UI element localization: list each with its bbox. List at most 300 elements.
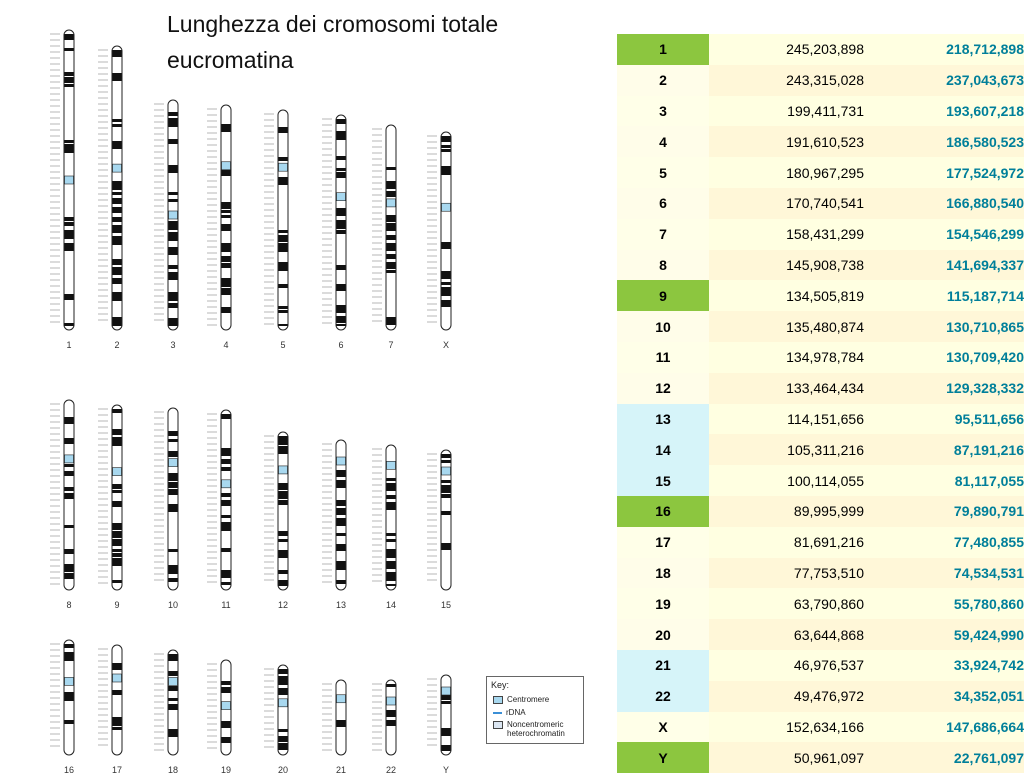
total-length-cell: 245,203,898 bbox=[709, 34, 864, 65]
chromosome-label: 14 bbox=[385, 600, 397, 610]
chromosome-band bbox=[279, 743, 288, 750]
chromosome-label: 13 bbox=[335, 600, 347, 610]
euchromatin-length-cell: 87,191,216 bbox=[864, 434, 1024, 465]
chromosome-band bbox=[279, 550, 288, 558]
table-row bbox=[617, 742, 1024, 773]
chromosome-name-cell: 3 bbox=[617, 96, 709, 127]
chromosome-band bbox=[113, 501, 122, 507]
chromosome-band bbox=[169, 654, 178, 661]
chromosome-band bbox=[387, 254, 396, 259]
euchromatin-length-cell: 154,546,299 bbox=[864, 219, 1024, 250]
chromosome-band bbox=[169, 221, 178, 230]
chromosome-band bbox=[222, 448, 231, 456]
centromere-mark bbox=[169, 678, 178, 686]
chromosome-band bbox=[279, 446, 288, 454]
total-length-cell: 77,753,510 bbox=[709, 558, 864, 589]
chromosome-band bbox=[169, 565, 178, 574]
chromosome-band bbox=[113, 292, 122, 301]
chromosome-band bbox=[222, 224, 231, 231]
chromosome-band bbox=[222, 263, 231, 268]
chromosome-band bbox=[113, 267, 122, 275]
total-length-cell: 89,995,999 bbox=[709, 496, 864, 527]
chromosome-band bbox=[337, 284, 346, 291]
chromosome-band bbox=[337, 470, 346, 477]
chromosome-band bbox=[169, 139, 178, 144]
chromosome-band bbox=[279, 324, 288, 326]
table-row bbox=[617, 681, 1024, 712]
chromosome-name-cell: 22 bbox=[617, 681, 709, 712]
chromosome-band bbox=[442, 282, 451, 285]
chromosome-band bbox=[279, 284, 288, 288]
chromosome-name-cell: 9 bbox=[617, 280, 709, 311]
chromosome-label: 20 bbox=[277, 765, 289, 773]
chromosome-band bbox=[222, 467, 231, 471]
chromosome-label: 7 bbox=[388, 340, 394, 350]
chromosome-band bbox=[222, 202, 231, 209]
chromosome-name-cell: 14 bbox=[617, 434, 709, 465]
table-row bbox=[617, 96, 1024, 127]
chromosome-band bbox=[337, 156, 346, 160]
chromosome-label: 2 bbox=[114, 340, 120, 350]
table-row bbox=[617, 373, 1024, 404]
chromosome-band bbox=[169, 272, 178, 280]
chromosome-band bbox=[169, 318, 178, 326]
chromosome-band bbox=[279, 676, 288, 685]
chromosome-name-cell: 17 bbox=[617, 527, 709, 558]
chromosome-band bbox=[387, 710, 396, 717]
legend-box bbox=[486, 676, 584, 744]
chromosome-body bbox=[168, 650, 178, 755]
table-row bbox=[617, 527, 1024, 558]
chromosome-band bbox=[65, 564, 74, 572]
chromosome-band bbox=[279, 729, 288, 732]
centromere-mark bbox=[169, 459, 178, 467]
centromere-swatch-icon bbox=[493, 696, 503, 704]
chromosome-band bbox=[337, 131, 346, 140]
chromosome-band bbox=[279, 669, 288, 674]
euchromatin-length-cell: 130,710,865 bbox=[864, 311, 1024, 342]
total-length-cell: 180,967,295 bbox=[709, 157, 864, 188]
chromosome-band bbox=[442, 485, 451, 493]
chromosome-band bbox=[337, 119, 346, 124]
chromosome-name-cell: 4 bbox=[617, 126, 709, 157]
total-length-cell: 63,790,860 bbox=[709, 588, 864, 619]
chromosome-band bbox=[113, 192, 122, 195]
chromosome-band bbox=[337, 720, 346, 727]
chromosome-band bbox=[442, 136, 451, 142]
centromere-mark bbox=[442, 203, 451, 211]
chromosome-band bbox=[279, 127, 288, 133]
table-row bbox=[617, 311, 1024, 342]
chromosome-band bbox=[113, 50, 122, 57]
legend-item-rdna bbox=[493, 708, 526, 717]
chromosome-band bbox=[113, 429, 122, 435]
chromosome-band bbox=[279, 177, 288, 185]
chromosome-band bbox=[387, 262, 396, 269]
chromosome-band bbox=[113, 141, 122, 149]
chromosome-label: Y bbox=[442, 765, 450, 773]
chromosome-band bbox=[222, 124, 231, 132]
chromosome-band bbox=[279, 436, 288, 445]
euchromatin-length-cell: 34,352,051 bbox=[864, 681, 1024, 712]
total-length-cell: 170,740,541 bbox=[709, 188, 864, 219]
chromosome-band bbox=[113, 409, 122, 413]
chromosome-label: X bbox=[442, 340, 450, 350]
chromosome-name-cell: 10 bbox=[617, 311, 709, 342]
euchromatin-length-cell: 74,534,531 bbox=[864, 558, 1024, 589]
chromosome-band bbox=[65, 34, 74, 40]
ideogram-svg bbox=[28, 20, 588, 773]
euchromatin-length-cell: 147,686,664 bbox=[864, 712, 1024, 743]
euchromatin-length-cell: 237,043,673 bbox=[864, 65, 1024, 96]
centromere-mark bbox=[65, 677, 74, 685]
chromosome-band bbox=[113, 259, 122, 265]
chromosome-name-cell: 7 bbox=[617, 219, 709, 250]
total-length-cell: 100,114,055 bbox=[709, 465, 864, 496]
chromosome-band bbox=[222, 256, 231, 262]
chromosome-band bbox=[279, 262, 288, 271]
chromosome-band bbox=[169, 118, 178, 127]
chromosome-label: 19 bbox=[220, 765, 232, 773]
total-length-cell: 135,480,874 bbox=[709, 311, 864, 342]
chromosome-band bbox=[65, 487, 74, 491]
chromosome-band bbox=[222, 515, 231, 518]
chromosome-band bbox=[169, 439, 178, 442]
chromosome-band bbox=[169, 247, 178, 255]
chromosome-label: 22 bbox=[385, 765, 397, 773]
chromosome-band bbox=[279, 539, 288, 542]
chromosome-band bbox=[169, 112, 178, 116]
chromosome-band bbox=[442, 511, 451, 515]
chromosome-band bbox=[65, 493, 74, 499]
chromosome-band bbox=[65, 573, 74, 579]
chromosome-band bbox=[442, 543, 451, 550]
chromosome-band bbox=[387, 584, 396, 586]
chromosome-band bbox=[279, 531, 288, 536]
euchromatin-length-cell: 79,890,791 bbox=[864, 496, 1024, 527]
chromosome-name-cell: 11 bbox=[617, 342, 709, 373]
chromosome-band bbox=[442, 242, 451, 249]
chromosome-band bbox=[279, 157, 288, 161]
chromosome-label: 16 bbox=[63, 765, 75, 773]
total-length-cell: 50,961,097 bbox=[709, 742, 864, 773]
chromosome-band bbox=[65, 230, 74, 239]
chromosome-band bbox=[113, 484, 122, 489]
chromosome-band bbox=[65, 652, 74, 661]
chromosome-band bbox=[65, 243, 74, 251]
chromosome-name-cell: 5 bbox=[617, 157, 709, 188]
chromosome-label: 5 bbox=[280, 340, 286, 350]
chromosome-band bbox=[387, 561, 396, 569]
chromosome-band bbox=[169, 165, 178, 173]
chromosome-band bbox=[442, 454, 451, 458]
chromosome-band bbox=[65, 84, 74, 87]
table-row bbox=[617, 619, 1024, 650]
chromosome-band bbox=[222, 307, 231, 313]
chromosome-band bbox=[113, 236, 122, 245]
legend-label-rdna: rDNA bbox=[506, 708, 526, 717]
chromosome-body bbox=[278, 432, 288, 590]
chromosome-band bbox=[222, 210, 231, 213]
chromosome-band bbox=[65, 48, 74, 51]
chromosome-band bbox=[222, 288, 231, 295]
chromosome-band bbox=[113, 181, 122, 190]
legend-item-heterochromatin bbox=[493, 720, 581, 738]
chromosome-band bbox=[387, 181, 396, 189]
centromere-mark bbox=[337, 457, 346, 465]
chromosome-band bbox=[279, 310, 288, 313]
chromosome-band bbox=[169, 729, 178, 737]
chromosome-band bbox=[65, 438, 74, 444]
chromosome-band bbox=[387, 549, 396, 558]
chromosome-name-cell: 21 bbox=[617, 650, 709, 681]
centromere-mark bbox=[387, 697, 396, 705]
chromosome-band bbox=[169, 303, 178, 308]
chromosome-band bbox=[387, 539, 396, 542]
table-row bbox=[617, 496, 1024, 527]
total-length-cell: 63,644,868 bbox=[709, 619, 864, 650]
chromosome-band bbox=[169, 489, 178, 495]
chromosome-band bbox=[442, 271, 451, 279]
centromere-mark bbox=[279, 163, 288, 171]
chromosome-band bbox=[113, 207, 122, 213]
centromere-mark bbox=[279, 699, 288, 707]
chromosome-band bbox=[222, 493, 231, 497]
chromosome-band bbox=[169, 549, 178, 552]
chromosome-band bbox=[387, 502, 396, 510]
chromosome-band bbox=[337, 580, 346, 584]
centromere-mark bbox=[387, 199, 396, 207]
chromosome-band bbox=[442, 494, 451, 498]
chromosome-label: 3 bbox=[170, 340, 176, 350]
table-row bbox=[617, 650, 1024, 681]
chromosome-label: 8 bbox=[66, 600, 72, 610]
chromosome-band bbox=[113, 124, 122, 127]
centromere-mark bbox=[222, 480, 231, 488]
chromosome-name-cell: 2 bbox=[617, 65, 709, 96]
centromere-mark bbox=[169, 211, 178, 219]
table-row bbox=[617, 404, 1024, 435]
total-length-cell: 105,311,216 bbox=[709, 434, 864, 465]
chromosome-band bbox=[113, 119, 122, 122]
table-row bbox=[617, 465, 1024, 496]
chromosome-body bbox=[112, 645, 122, 755]
chromosome-label: 9 bbox=[114, 600, 120, 610]
chromosome-band bbox=[279, 500, 288, 505]
chromosome-band bbox=[337, 508, 346, 515]
chromosome-name-cell: X bbox=[617, 712, 709, 743]
centromere-mark bbox=[113, 164, 122, 172]
centromere-mark bbox=[65, 176, 74, 184]
chromosome-band bbox=[113, 278, 122, 284]
chromosome-band bbox=[113, 198, 122, 204]
chromosome-band bbox=[65, 720, 74, 724]
chromosome-band bbox=[113, 690, 122, 695]
chromosome-band bbox=[65, 471, 74, 476]
chromosome-name-cell: 20 bbox=[617, 619, 709, 650]
chromosome-band bbox=[169, 578, 178, 582]
chromosome-band bbox=[65, 77, 74, 83]
chromosome-band bbox=[279, 306, 288, 309]
total-length-cell: 134,978,784 bbox=[709, 342, 864, 373]
chromosome-label: 6 bbox=[338, 340, 344, 350]
chromosome-band bbox=[442, 145, 451, 148]
title-line-2: eucromatina bbox=[167, 47, 294, 73]
total-length-cell: 199,411,731 bbox=[709, 96, 864, 127]
total-length-cell: 49,476,972 bbox=[709, 681, 864, 712]
total-length-cell: 133,464,434 bbox=[709, 373, 864, 404]
chromosome-ideogram bbox=[28, 20, 588, 773]
chromosome-band bbox=[65, 525, 74, 528]
chromosome-name-cell: 15 bbox=[617, 465, 709, 496]
chromosome-name-cell: 19 bbox=[617, 588, 709, 619]
centromere-mark bbox=[442, 467, 451, 475]
chromosome-band bbox=[387, 572, 396, 581]
chromosome-band bbox=[279, 230, 288, 233]
chromosome-band bbox=[387, 317, 396, 325]
chromosome-band bbox=[222, 500, 231, 506]
chromosome-band bbox=[222, 548, 231, 552]
centromere-mark bbox=[113, 674, 122, 682]
chromosome-band bbox=[65, 217, 74, 221]
chromosome-band bbox=[387, 243, 396, 251]
chromosome-band bbox=[113, 539, 122, 546]
chromosome-band bbox=[222, 414, 231, 419]
chromosome-band bbox=[337, 230, 346, 234]
table-row bbox=[617, 188, 1024, 219]
table-row bbox=[617, 65, 1024, 96]
centromere-mark bbox=[387, 461, 396, 469]
euchromatin-length-cell: 130,709,420 bbox=[864, 342, 1024, 373]
chromosome-name-cell: 1 bbox=[617, 34, 709, 65]
title-line-1: Lunghezza dei cromosomi totale bbox=[167, 11, 499, 37]
chromosome-band bbox=[169, 192, 178, 195]
chromosome-band bbox=[113, 717, 122, 726]
total-length-cell: 46,976,537 bbox=[709, 650, 864, 681]
total-length-cell: 191,610,523 bbox=[709, 126, 864, 157]
chromosome-band bbox=[442, 149, 451, 152]
euchromatin-length-cell: 186,580,523 bbox=[864, 126, 1024, 157]
chromosome-band bbox=[169, 199, 178, 202]
chromosome-band bbox=[337, 172, 346, 178]
chromosome-band bbox=[169, 482, 178, 488]
table-row bbox=[617, 434, 1024, 465]
euchromatin-length-cell: 115,187,714 bbox=[864, 280, 1024, 311]
chromosome-band bbox=[113, 549, 122, 552]
chromosome-band bbox=[65, 294, 74, 300]
table-row bbox=[617, 588, 1024, 619]
chromosome-band bbox=[279, 243, 288, 252]
chromosome-band bbox=[222, 243, 231, 252]
chromosome-body bbox=[386, 680, 396, 755]
chromosome-band bbox=[222, 169, 231, 176]
chromosome-band bbox=[169, 292, 178, 301]
centromere-mark bbox=[113, 468, 122, 476]
chromosome-band bbox=[169, 671, 178, 676]
table-row bbox=[617, 712, 1024, 743]
chromosome-band bbox=[222, 459, 231, 464]
total-length-cell: 81,691,216 bbox=[709, 527, 864, 558]
centromere-mark bbox=[337, 193, 346, 201]
chromosome-band bbox=[65, 464, 74, 467]
chromosome-band bbox=[113, 531, 122, 538]
chromosome-band bbox=[387, 167, 396, 170]
chromosome-band bbox=[337, 500, 346, 506]
chromosome-band bbox=[169, 504, 178, 512]
chromosome-band bbox=[337, 533, 346, 536]
chromosome-band bbox=[65, 417, 74, 424]
chromosome-band bbox=[169, 265, 178, 269]
chromosome-band bbox=[113, 217, 122, 222]
table-row bbox=[617, 34, 1024, 65]
centromere-mark bbox=[65, 455, 74, 463]
chromosome-name-cell: 13 bbox=[617, 404, 709, 435]
centromere-mark bbox=[222, 702, 231, 710]
chromosome-band bbox=[113, 225, 122, 233]
chromosome-band bbox=[387, 495, 396, 499]
chromosome-band bbox=[222, 582, 231, 585]
total-length-cell: 134,505,819 bbox=[709, 280, 864, 311]
table-row bbox=[617, 280, 1024, 311]
euchromatin-length-cell: 77,480,855 bbox=[864, 527, 1024, 558]
chromosome-label: 12 bbox=[277, 600, 289, 610]
chromosome-band bbox=[279, 491, 288, 499]
chromosome-label: 18 bbox=[167, 765, 179, 773]
chromosome-band bbox=[337, 324, 346, 326]
chromosome-band bbox=[337, 544, 346, 551]
euchromatin-length-cell: 129,328,332 bbox=[864, 373, 1024, 404]
euchromatin-length-cell: 33,924,742 bbox=[864, 650, 1024, 681]
chromosome-band bbox=[442, 695, 451, 700]
chromosome-band bbox=[65, 72, 74, 76]
chromosome-band bbox=[65, 549, 74, 554]
chromosome-band bbox=[222, 737, 231, 743]
rdna-line-icon bbox=[493, 712, 502, 714]
chromosome-band bbox=[113, 663, 122, 670]
chromosome-band bbox=[337, 168, 346, 171]
chromosome-band bbox=[387, 223, 396, 231]
chromosome-band bbox=[65, 323, 74, 326]
chromosome-name-cell: 12 bbox=[617, 373, 709, 404]
chromosome-band bbox=[169, 698, 178, 701]
total-length-cell: 152,634,166 bbox=[709, 712, 864, 743]
chromosome-band bbox=[113, 490, 122, 493]
chromosome-band bbox=[222, 570, 231, 578]
euchromatin-length-cell: 59,424,990 bbox=[864, 619, 1024, 650]
chromosome-band bbox=[442, 287, 451, 296]
chromosome-band bbox=[442, 728, 451, 736]
total-length-cell: 114,151,656 bbox=[709, 404, 864, 435]
euchromatin-length-cell: 141,694,337 bbox=[864, 250, 1024, 281]
chromosome-band bbox=[442, 460, 451, 463]
table-row bbox=[617, 342, 1024, 373]
chromosome-band bbox=[279, 736, 288, 742]
chromosome-band bbox=[337, 518, 346, 526]
chromosome-band bbox=[113, 580, 122, 583]
chromosome-band bbox=[113, 558, 122, 566]
chromosome-label: 11 bbox=[221, 600, 231, 610]
chromosome-band bbox=[279, 235, 288, 242]
chromosome-band bbox=[337, 305, 346, 313]
chromosome-band bbox=[279, 483, 288, 490]
chromosome-label: 17 bbox=[111, 765, 123, 773]
chromosome-band bbox=[279, 580, 288, 586]
chromosome-band bbox=[387, 684, 396, 687]
euchromatin-length-cell: 81,117,055 bbox=[864, 465, 1024, 496]
chromosome-band bbox=[222, 721, 231, 728]
chromosome-band bbox=[169, 232, 178, 241]
euchromatin-length-cell: 218,712,898 bbox=[864, 34, 1024, 65]
